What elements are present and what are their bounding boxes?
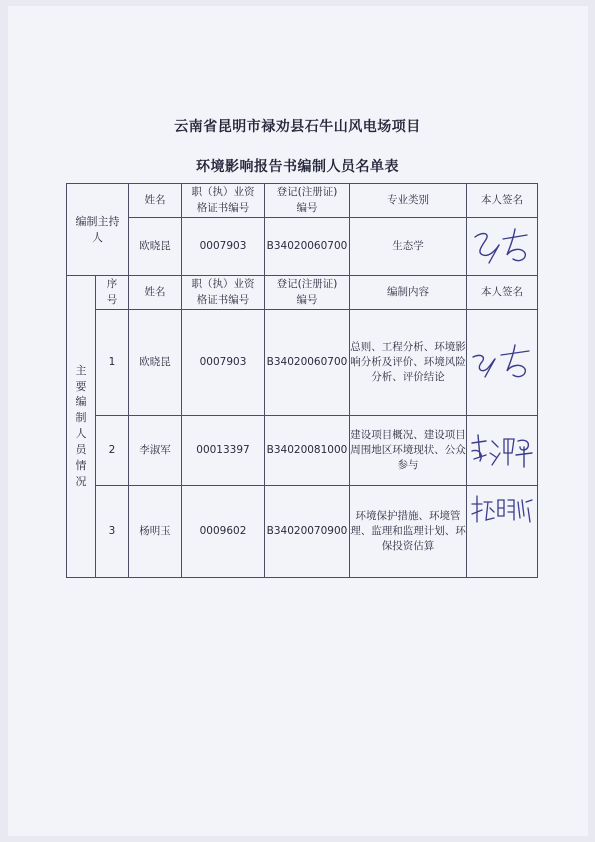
staff-name: 李淑军 (129, 416, 182, 486)
staff-section-label: 主要编制人员情况 (67, 276, 96, 578)
header-signature: 本人签名 (467, 184, 538, 218)
staff-reg: B34020081000 (265, 416, 350, 486)
handwritten-signature (470, 494, 534, 526)
form-title: 环境影响报告书编制人员名单表 (196, 159, 399, 175)
host-row (67, 218, 538, 276)
staff-signature (467, 310, 538, 416)
staff-reg: B34020070900 (265, 486, 350, 578)
header-reg-2: 登记(注册证)编号 (265, 276, 350, 310)
staff-reg: B34020060700 (265, 310, 350, 416)
staff-seq: 2 (96, 416, 129, 486)
table-row (67, 310, 538, 416)
project-title: 云南省昆明市禄劝县石牛山风电场项目 (174, 119, 421, 135)
host-reg: B34020060700 (265, 218, 350, 276)
staff-cert: 00013397 (182, 416, 265, 486)
staff-signature (467, 486, 538, 578)
staff-name: 杨明玉 (129, 486, 182, 578)
staff-signature (467, 416, 538, 486)
header-signature-2: 本人签名 (467, 276, 538, 310)
staff-content: 环境保护措施、环境管理、监理和监理计划、环保投资估算 (350, 486, 467, 578)
header-cert-2: 职（执）业资格证书编号 (182, 276, 265, 310)
header-specialty: 专业类别 (350, 184, 467, 218)
header-reg: 登记(注册证)编号 (265, 184, 350, 218)
staff-cert: 0009602 (182, 486, 265, 578)
host-name: 欧晓昆 (129, 218, 182, 276)
header-name: 姓名 (129, 184, 182, 218)
staff-header-row (67, 276, 538, 310)
host-specialty: 生态学 (350, 218, 467, 276)
staff-name: 欧晓昆 (129, 310, 182, 416)
table-row (67, 416, 538, 486)
handwritten-signature (469, 343, 535, 383)
header-name-2: 姓名 (129, 276, 182, 310)
table-row (67, 486, 538, 578)
staff-content: 总则、工程分析、环境影响分析及评价、环境风险分析、评价结论 (350, 310, 467, 416)
handwritten-signature (468, 431, 536, 471)
staff-roster-table (66, 183, 538, 578)
host-signature (467, 218, 538, 276)
header-seq: 序号 (96, 276, 129, 310)
handwritten-signature (469, 225, 535, 269)
staff-cert: 0007903 (182, 310, 265, 416)
staff-seq: 3 (96, 486, 129, 578)
host-header-row (67, 184, 538, 218)
staff-content: 建设项目概况、建设项目周围地区环境现状、公众参与 (350, 416, 467, 486)
header-cert: 职（执）业资格证书编号 (182, 184, 265, 218)
staff-seq: 1 (96, 310, 129, 416)
header-content: 编制内容 (350, 276, 467, 310)
host-section-label: 编制主持人 (67, 184, 129, 276)
host-cert: 0007903 (182, 218, 265, 276)
